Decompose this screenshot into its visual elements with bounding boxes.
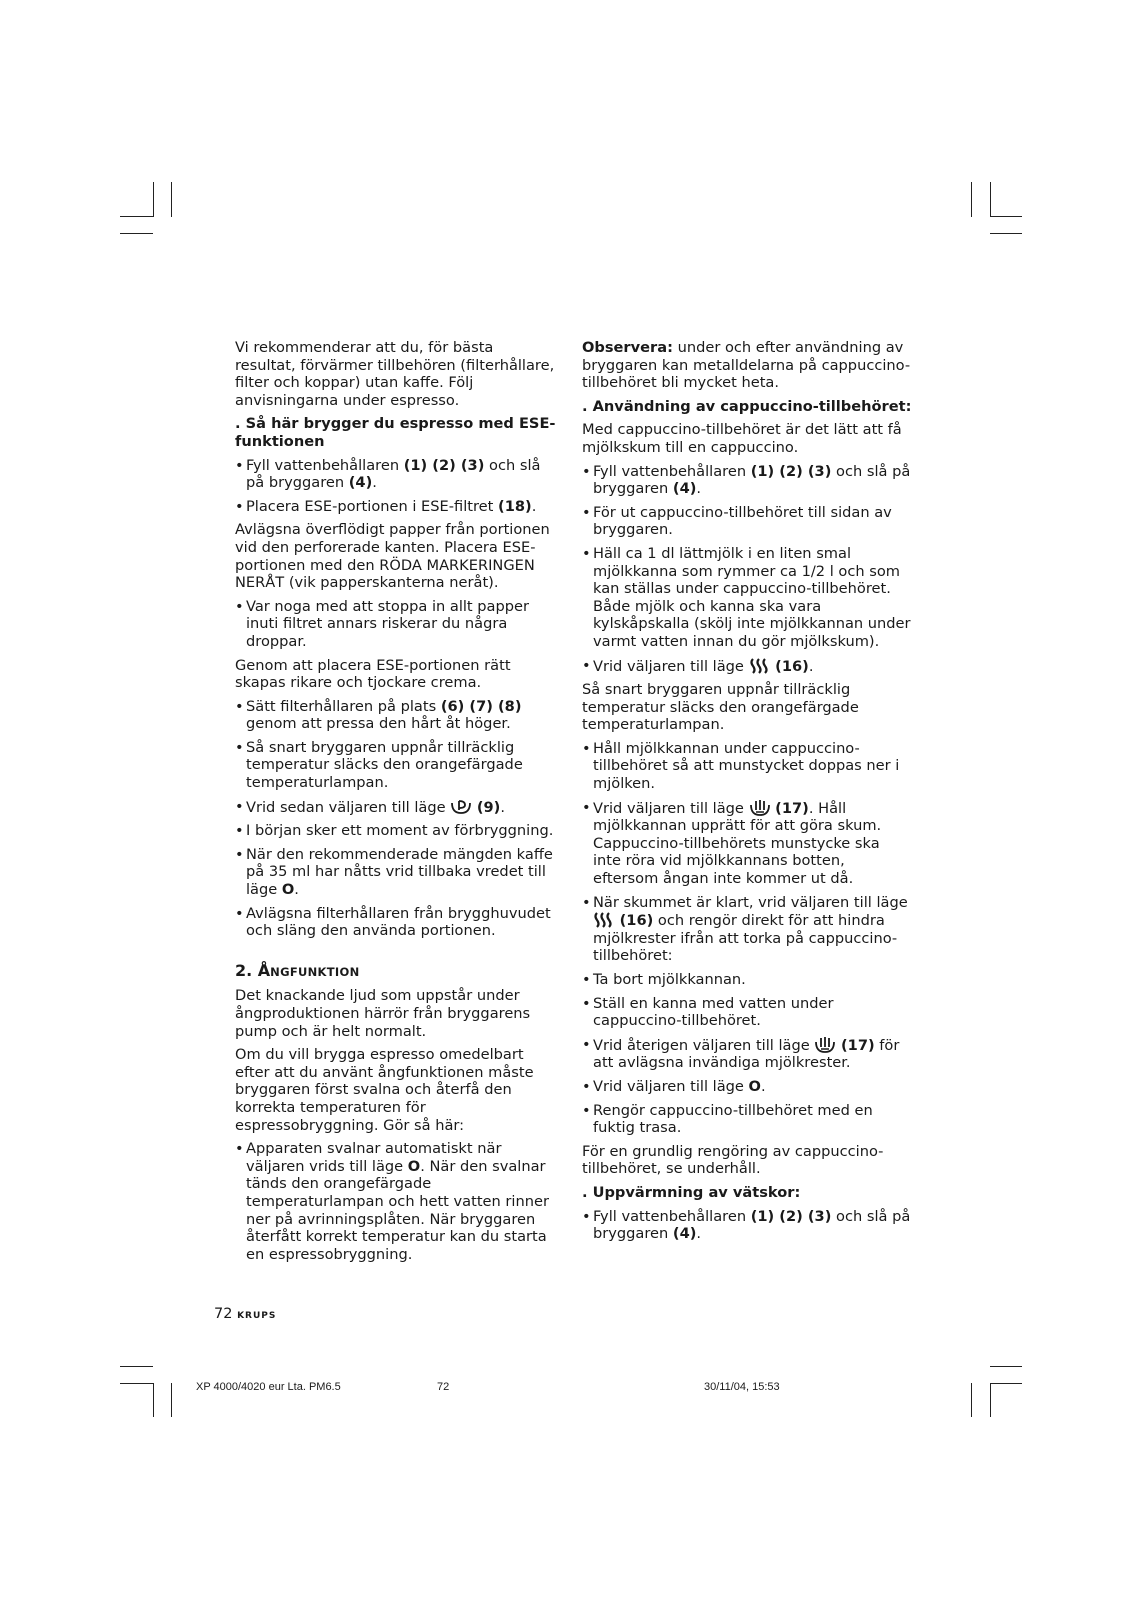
heading-ese: . Så här brygger du espresso med ESE-funktionen [235,415,556,450]
page-footer [214,1306,276,1322]
bullet-flush-milk: • Vrid återigen väljaren till läge (17) för att avlägsna invändiga mjölkrester. [582,1036,912,1072]
heading-heating-liquids: . Uppvärmning av vätskor: [582,1183,801,1201]
paragraph-sound: Det knackande ljud som uppstår under ångproduktionen härrör från bryggarens pump och är helt normalt. [235,987,531,1040]
steam-waves-icon [749,657,771,675]
bullet-attach-holder: • Sätt filterhållaren på plats (6) (7) (8) genom att pressa den hårt åt höger. [235,698,557,733]
slug-page: 72 [437,1381,450,1393]
bullet-fill-water-3: • Fyll vattenbehållaren (1) (2) (3) och slå på bryggaren (4). [582,1208,912,1243]
bullet-steam-mode: • Vrid väljaren till läge (16). [582,657,912,676]
section-heading-steam: 2. ÅNGFUNKTION [235,960,360,980]
paragraph-temp-lamp: Så snart bryggaren uppnår tillräcklig temperatur släcks den orangefärgade temperaturlampan. [582,681,859,734]
paragraph-cool-down: Om du vill brygga espresso omedelbart efter att du använt ångfunktionen måste bryggaren först svalna och återfå den korrekta temperaturen för espressobryggning. Gör så här: [235,1046,534,1134]
bullet-remove-holder: • Avlägsna filterhållaren från brygghuvudet och släng den använda portionen. [235,905,557,940]
paragraph-remove-paper: Avlägsna överflödigt papper från portionen vid den perforerade kanten. Placera ESE-portionen med den RÖDA MARKERINGEN NERÅT (vik papperskanterna neråt). [235,521,550,592]
brand-name: KRUPS [237,1311,277,1321]
froth-nozzle-icon [749,799,771,817]
bullet-pour-milk: • Häll ca 1 dl lättmjölk i en liten smal mjölkkanna som rymmer ca 1/2 l och som kan ställas under cappuccino-tillbehöret. Både mjölk och kanna ska vara kylskåpskalla (skölj inte mjölkkannan under varmt vatten innan du gör mjölkskum). [582,545,912,651]
paragraph-cappuccino: Med cappuccino-tillbehöret är det lätt att få mjölkskum till en cappuccino. [582,421,902,456]
bullet-remove-jug: • Ta bort mjölkkannan. [582,971,912,989]
bullet-off-position: • Vrid väljaren till läge O. [582,1078,912,1096]
page-number: 72 [214,1306,233,1322]
slug-filename: XP 4000/4020 eur Lta. PM6.5 [196,1381,341,1393]
bullet-froth-mode: • Vrid väljaren till läge (17). Håll mjölkkannan upprätt för att göra skum. Cappuccino-tillbehörets munstycke ska inte röra vid mjölkkannans botten, eftersom ångan inte kommer ut då. [582,799,912,888]
slug-date: 30/11/04, 15:53 [704,1381,780,1393]
bullet-prebrew: • I början sker ett moment av förbryggning. [235,822,557,840]
bullet-return-knob: • När den rekommenderade mängden kaffe på 35 ml har nåtts vrid tillbaka vredet till läge O. [235,846,557,899]
bullet-fill-water-2: • Fyll vattenbehållaren (1) (2) (3) och slå på bryggaren (4). [582,463,912,498]
bullet-dip-nozzle: • Håll mjölkkannan under cappuccino-tillbehöret så att munstycket doppas ner i mjölken. [582,740,912,793]
intro-paragraph: Vi rekommenderar att du, för bästa resultat, förvärmer tillbehören (filterhållare, filter och koppar) utan kaffe. Följ anvisningarna under espresso. [235,339,555,409]
heading-cappuccino: . Användning av cappuccino-tillbehöret: [582,397,912,415]
right-column [582,339,912,1249]
froth-nozzle-icon [814,1036,836,1054]
bullet-water-jug: • Ställ en kanna med vatten under cappuccino-tillbehöret. [582,995,912,1030]
bullet-tuck-paper: • Var noga med att stoppa in allt papper inuti filtret annars riskerar du några droppar. [235,598,557,651]
bullet-swing-out: • För ut cappuccino-tillbehöret till sidan av bryggaren. [582,504,912,539]
bullet-fill-water: • Fyll vattenbehållaren (1) (2) (3) och slå på bryggaren (4). [235,457,557,492]
bullet-temperature-lamp: • Så snart bryggaren uppnår tillräcklig temperatur släcks den orangefärgade temperaturlampan. [235,739,557,792]
steam-waves-icon [593,911,615,929]
bullet-foam-ready: • När skummet är klart, vrid väljaren till läge (16) och rengör direkt för att hindra mjölkrester ifrån att torka på cappuccino-tillbehöret: [582,894,912,965]
cup-brew-icon [450,798,472,816]
paragraph-crema: Genom att placera ESE-portionen rätt skapas rikare och tjockare crema. [235,656,511,692]
bullet-wipe-clean: • Rengör cappuccino-tillbehöret med en fuktig trasa. [582,1102,912,1137]
paragraph-maintenance: För en grundlig rengöring av cappuccino-tillbehöret, se underhåll. [582,1142,884,1178]
note-paragraph: Observera: under och efter användning av bryggaren kan metalldelarna på cappuccino-tillbehöret bli mycket heta. [582,339,911,392]
bullet-place-ese: • Placera ESE-portionen i ESE-filtret (18). [235,498,557,516]
bullet-turn-selector: • Vrid sedan väljaren till läge (9). [235,798,557,817]
left-column [235,339,557,1269]
bullet-auto-cool: • Apparaten svalnar automatiskt när väljaren vrids till läge O. När den svalnar tänds den orangefärgade temperaturlampan och hett vatten rinner ner på avrinningsplåten. När bryggaren återfått korrekt temperatur kan du starta en espressobryggning. [235,1140,557,1263]
